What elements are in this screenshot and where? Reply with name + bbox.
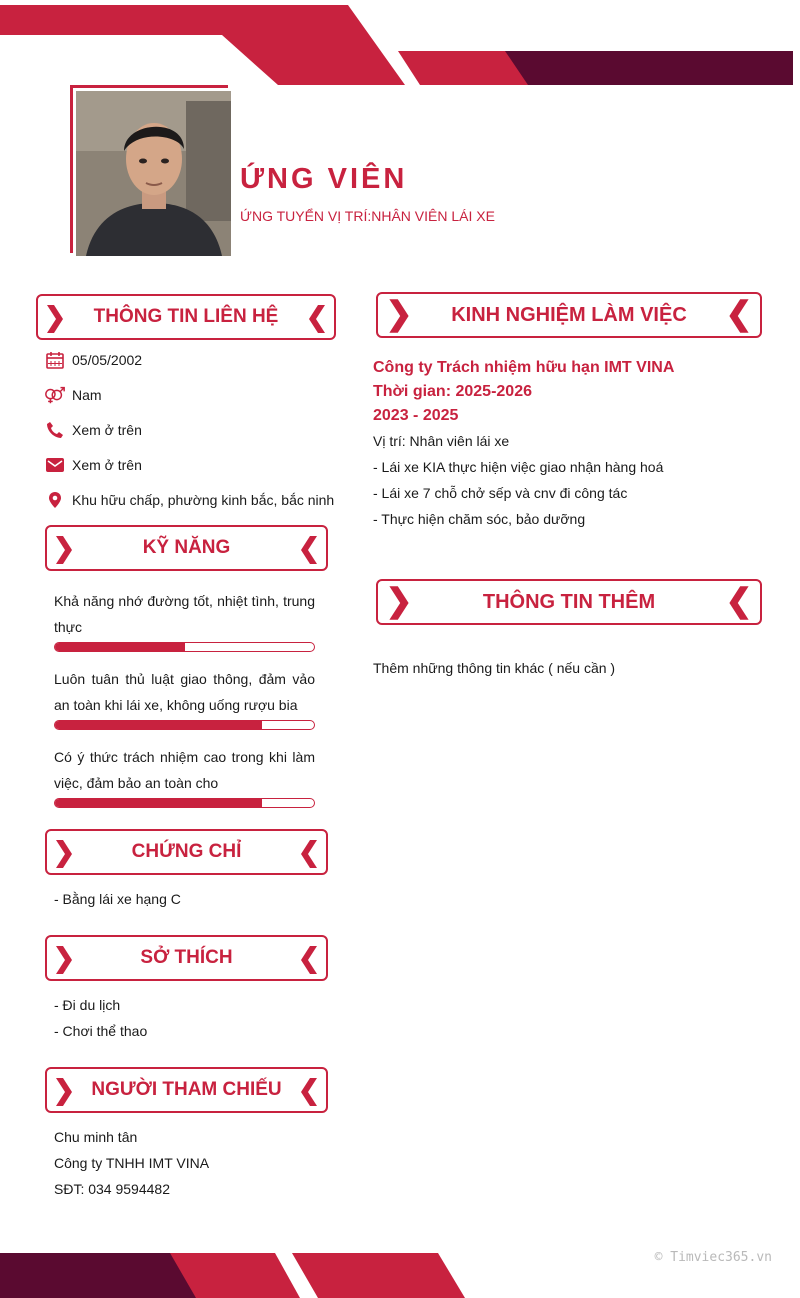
candidate-name: ỨNG VIÊN [240, 163, 408, 195]
certificate-item: - Bằng lái xe hạng C [54, 891, 181, 907]
chevron-left-icon [728, 585, 750, 621]
reference-phone: SĐT: 034 9594482 [54, 1181, 170, 1197]
contact-email [44, 454, 142, 476]
skill-level-fill [55, 721, 262, 729]
experience-period: Thời gian: 2025-2026 [373, 383, 532, 400]
section-title: KỸ NĂNG [142, 537, 231, 558]
chevron-left-icon [300, 533, 318, 567]
skill-level-fill [55, 799, 262, 807]
chevron-left-icon [300, 943, 318, 977]
hobby-item: - Đi du lịch [54, 997, 121, 1013]
section-title: SỞ THÍCH [140, 947, 233, 968]
contact-section-header [36, 294, 336, 340]
skill-level-fill [55, 643, 185, 651]
section-title: THÔNG TIN LIÊN HỆ [93, 306, 279, 327]
email-value: Xem ở trên [72, 457, 142, 473]
experience-detail: - Lái xe 7 chỗ chở sếp và cnv đi công tác [373, 485, 628, 501]
section-title: KINH NGHIỆM LÀM VIỆC [451, 304, 687, 326]
section-title: CHỨNG CHỈ [131, 841, 242, 862]
chevron-left-icon [728, 298, 750, 334]
watermark-link[interactable]: © Timviec365.vn [654, 1250, 772, 1265]
map-pin-icon [48, 491, 62, 509]
gender-value: Nam [72, 387, 102, 403]
extra-info-section-header [376, 579, 762, 625]
skill-item [54, 588, 315, 652]
skill-level-bar [54, 798, 315, 808]
contact-birthday [44, 349, 142, 371]
extra-info-text: Thêm những thông tin khác ( nếu cần ) [373, 660, 616, 676]
profile-photo [70, 85, 228, 253]
avatar [76, 91, 231, 256]
experience-detail: - Lái xe KIA thực hiện việc giao nhận hàng hoá [373, 459, 664, 475]
skill-text: Luôn tuân thủ luật giao thông, đảm vảo an toàn khi lái xe, không uống rượu bia [54, 671, 315, 713]
section-title: THÔNG TIN THÊM [482, 591, 656, 613]
skill-level-bar [54, 642, 315, 652]
envelope-icon [45, 457, 65, 473]
skills-section-header [45, 525, 328, 571]
chevron-left-icon [300, 1075, 318, 1109]
contact-address [44, 489, 334, 511]
experience-detail: - Thực hiện chăm sóc, bảo dưỡng [373, 511, 586, 527]
chevron-left-icon [308, 302, 326, 336]
calendar-icon [45, 350, 65, 370]
certificates-section-header [45, 829, 328, 875]
birthday-value: 05/05/2002 [72, 352, 143, 368]
phone-value: Xem ở trên [72, 422, 142, 438]
phone-icon [46, 421, 64, 439]
contact-gender [44, 384, 102, 406]
hobbies-section-header [45, 935, 328, 981]
address-value: Khu hữu chấp, phường kinh bắc, bắc ninh [72, 492, 335, 508]
top-banner-decoration [0, 0, 800, 90]
skill-item [54, 744, 315, 808]
reference-company: Công ty TNHH IMT VINA [54, 1155, 210, 1171]
experience-detail: Vị trí: Nhân viên lái xe [373, 433, 510, 449]
skill-item [54, 666, 315, 730]
hobby-item: - Chơi thể thao [54, 1023, 148, 1039]
contact-phone [44, 419, 142, 441]
skill-text: Có ý thức trách nhiệm cao trong khi làm việc, đảm bảo an toàn cho [54, 749, 315, 791]
skill-level-bar [54, 720, 315, 730]
skill-text: Khả năng nhớ đường tốt, nhiệt tình, trung thực [54, 593, 315, 635]
reference-name: Chu minh tân [54, 1129, 138, 1145]
section-title: NGƯỜI THAM CHIẾU [91, 1079, 282, 1100]
gender-icon [44, 385, 66, 405]
experience-company: Công ty Trách nhiệm hữu hạn IMT VINA [373, 359, 675, 376]
experience-section-header [376, 292, 762, 338]
references-section-header [45, 1067, 328, 1113]
chevron-left-icon [300, 837, 318, 871]
experience-period-2: 2023 - 2025 [373, 407, 459, 424]
applied-position: ỨNG TUYỂN VỊ TRÍ:NHÂN VIÊN LÁI XE [240, 208, 495, 224]
